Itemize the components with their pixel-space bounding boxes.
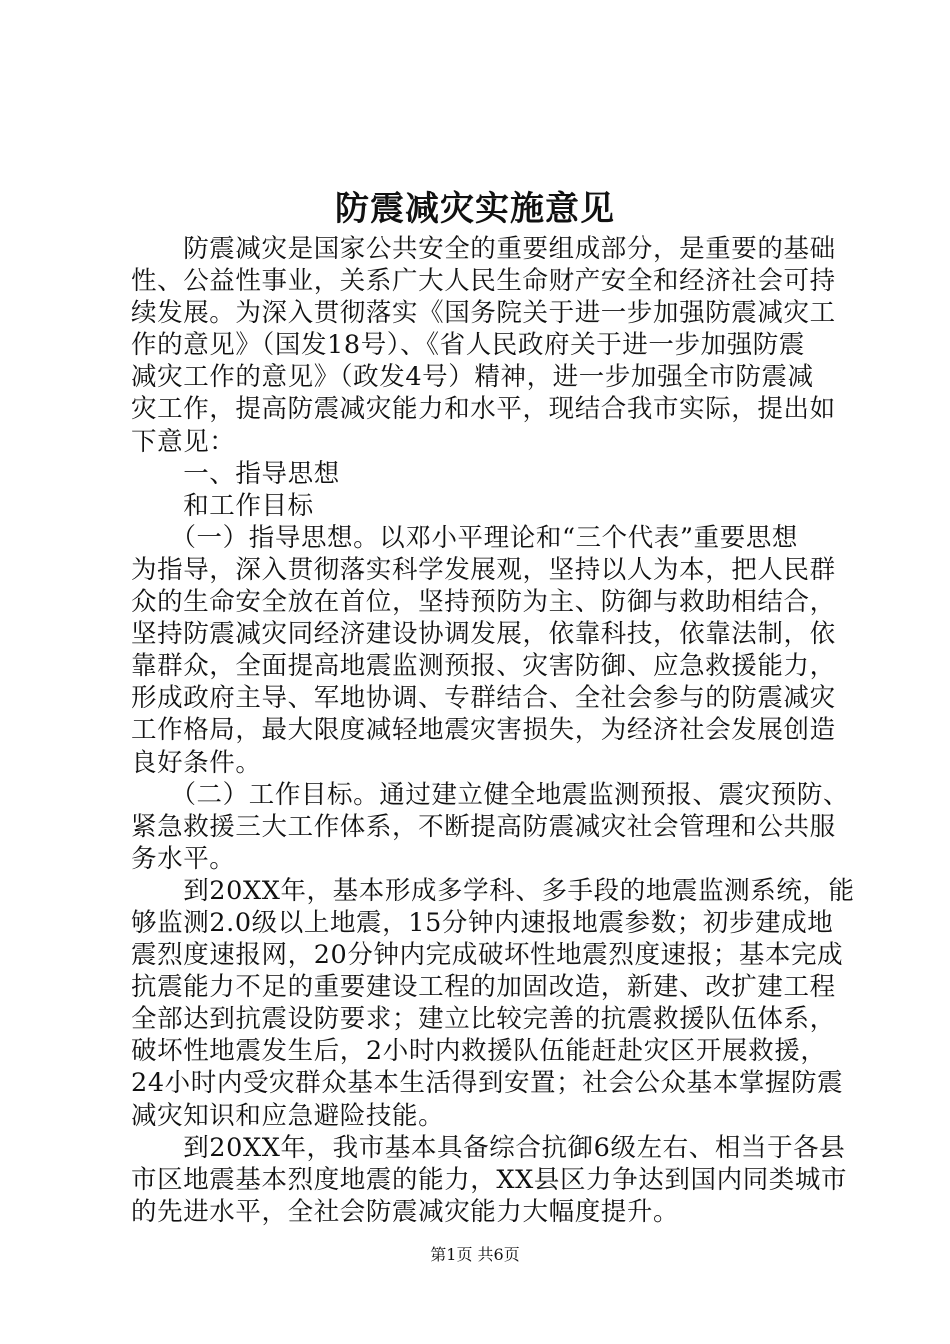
body-line: 减灾工作的意见》（政发4号）精神，进一步加强全市防震减 [131, 362, 814, 393]
body-line: 工作格局，最大限度减轻地震灾害损失，为经济社会发展创造 [131, 715, 836, 746]
body-line: 靠群众，全面提高地震监测预报、灾害防御、应急救援能力， [131, 651, 836, 682]
body-line: 紧急救援三大工作体系，不断提高防震减灾社会管理和公共服 [131, 811, 836, 842]
body-line: 抗震能力不足的重要建设工程的加固改造，新建、改扩建工程 [131, 972, 836, 1003]
page-number: 第1页 共6页 [430, 1245, 520, 1264]
body-line: 为指导，深入贯彻落实科学发展观，坚持以人为本，把人民群 [131, 554, 836, 585]
body-line: 坚持防震减灾同经济建设协调发展，依靠科技，依靠法制，依 [131, 619, 836, 650]
body-line: 的先进水平，全社会防震减灾能力大幅度提升。 [131, 1196, 680, 1227]
body-line: 防震减灾是国家公共安全的重要组成部分，是重要的基础 [131, 234, 836, 264]
body-line: 下意见： [131, 426, 236, 457]
body-line: 到20XX年，基本形成多学科、多手段的地震监测系统，能 [131, 875, 855, 906]
section-heading: 一、指导思想 [131, 458, 340, 489]
document-body [131, 233, 855, 1228]
body-line: 减灾知识和应急避险技能。 [131, 1100, 445, 1131]
body-line: （一）指导思想。以邓小平理论和“三个代表”重要思想 [131, 522, 799, 553]
body-line: （二）工作目标。通过建立健全地震监测预报、震灾预防、 [131, 779, 850, 810]
body-line: 全部达到抗震设防要求；建立比较完善的抗震救援队伍体系， [131, 1004, 836, 1035]
body-line: 破坏性地震发生后，2小时内救援队伍能赶赴灾区开展救援， [131, 1036, 827, 1067]
body-line: 务水平。 [131, 843, 236, 874]
body-line: 作的意见》（国发18号）、《省人民政府关于进一步加强防震 [131, 330, 805, 361]
body-line: 续发展。为深入贯彻落实《国务院关于进一步加强防震减灾工 [131, 298, 836, 329]
body-line: 性、公益性事业，关系广大人民生命财产安全和经济社会可持 [131, 266, 836, 297]
body-line: 良好条件。 [131, 747, 262, 778]
body-line: 震烈度速报网，20分钟内完成破坏性地震烈度速报；基本完成 [131, 940, 844, 971]
body-line: 灾工作，提高防震减灾能力和水平，现结合我市实际，提出如 [131, 394, 836, 425]
document-title: 防震减灾实施意见 [335, 189, 615, 229]
body-line: 形成政府主导、军地协调、专群结合、全社会参与的防震减灾 [131, 683, 836, 714]
body-line: 到20XX年，我市基本具备综合抗御6级左右、相当于各县 [131, 1132, 846, 1163]
body-line: 众的生命安全放在首位，坚持预防为主、防御与救助相结合， [131, 587, 836, 618]
section-heading: 和工作目标 [131, 490, 314, 521]
body-line: 市区地震基本烈度地震的能力，XX县区力争达到国内同类城市 [131, 1164, 848, 1195]
body-line: 够监测2.0级以上地震，15分钟内速报地震参数；初步建成地 [131, 907, 834, 938]
body-line: 24小时内受灾群众基本生活得到安置；社会公众基本掌握防震 [131, 1068, 844, 1099]
